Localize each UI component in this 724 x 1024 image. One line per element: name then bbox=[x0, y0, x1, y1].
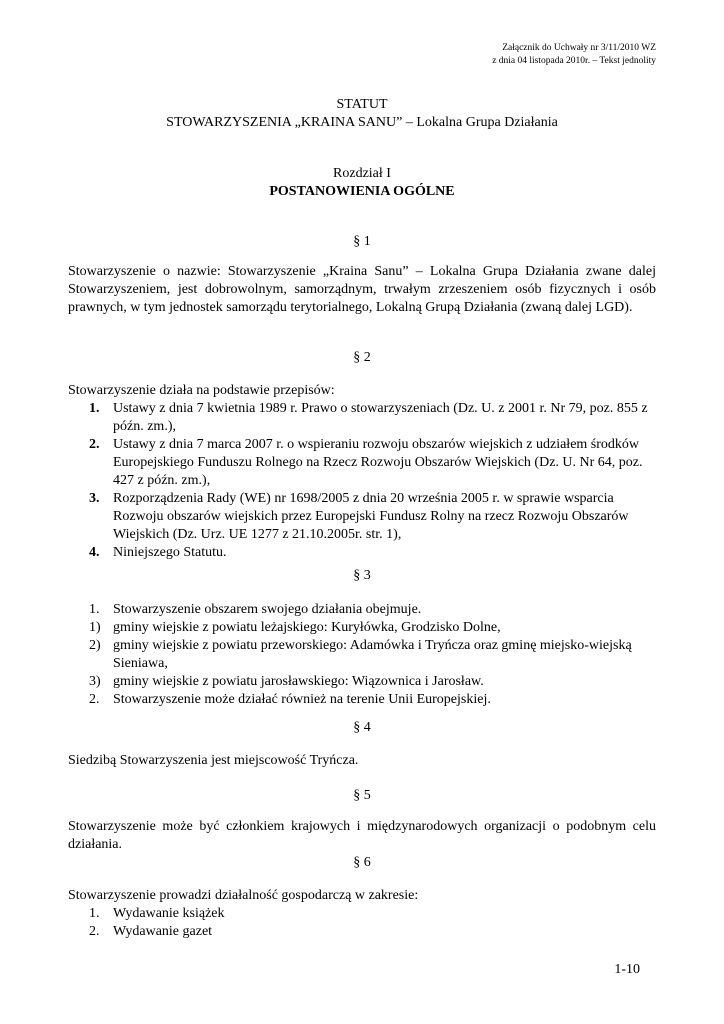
section-4-text: Siedzibą Stowarzyszenia jest miejscowość Tryńcza. bbox=[68, 753, 359, 768]
list-item-number: 4. bbox=[89, 545, 100, 560]
list-item-text: gminy wiejskie z powiatu przeworskiego: Adamówka i Tryńcza oraz gminę miejsko-wiejską Sieniawa, bbox=[113, 638, 632, 671]
section-6-intro: Stowarzyszenie prowadzi działalność gospodarczą w zakresie: bbox=[68, 888, 419, 903]
list-item-number: 1. bbox=[89, 401, 100, 416]
section-1-text: Stowarzyszenie o nazwie: Stowarzyszenie „Kraina Sanu” – Lokalna Grupa Działania zwane dalej Stowarzyszeniem, jest dobrowolnym, samorządnym, trwałym zrzeszeniem osób fizycznych i osób prawnych, w tym jednostek samorządu terytorialnego, Lokalną Grupą Działania (zwaną dalej LGD). bbox=[68, 264, 656, 315]
section-6-mark: § 6 bbox=[353, 855, 371, 870]
header-line-2: z dnia 04 listopada 2010r. – Tekst jednolity bbox=[492, 56, 656, 66]
list-item-text: Stowarzyszenie może działać również na terenie Unii Europejskiej. bbox=[113, 692, 491, 707]
list-item-number: 3. bbox=[89, 491, 100, 506]
section-3-mark: § 3 bbox=[353, 568, 371, 583]
document-header bbox=[492, 42, 656, 68]
list-item-text: Wydawanie gazet bbox=[113, 924, 213, 939]
list-item-text: Wydawanie książek bbox=[113, 906, 225, 921]
list-item-number: 2. bbox=[89, 924, 100, 939]
section-4-mark: § 4 bbox=[353, 720, 371, 735]
list-item-number: 2. bbox=[89, 437, 100, 452]
list-item-text: Niniejszego Statutu. bbox=[113, 545, 227, 560]
list-item-text: gminy wiejskie z powiatu leżajskiego: Kuryłówka, Grodzisko Dolne, bbox=[113, 620, 501, 635]
chapter-name: POSTANOWIENIA OGÓLNE bbox=[269, 184, 455, 199]
section-2-intro: Stowarzyszenie działa na podstawie przepisów: bbox=[68, 383, 335, 398]
list-item-text: Ustawy z dnia 7 marca 2007 r. o wspieraniu rozwoju obszarów wiejskich z udziałem środków Europejskiego Funduszu Rolnego na Rzecz Rozwoju Obszarów Wiejskich (Dz. U. Nr 64, poz. 427 z późn. zm.), bbox=[113, 437, 643, 488]
list-item-number: 1) bbox=[89, 620, 101, 635]
list-item-number: 3) bbox=[89, 674, 101, 689]
title-line-1: STATUT bbox=[336, 97, 388, 112]
list-item-number: 1. bbox=[89, 602, 100, 617]
section-5-mark: § 5 bbox=[353, 788, 371, 803]
section-2-mark: § 2 bbox=[353, 350, 371, 365]
section-1-mark: § 1 bbox=[353, 234, 371, 249]
list-item-number: 2. bbox=[89, 692, 100, 707]
list-item-number: 1. bbox=[89, 906, 100, 921]
list-item-text: Ustawy z dnia 7 kwietnia 1989 r. Prawo o stowarzyszeniach (Dz. U. z 2001 r. Nr 79, poz. 855 z późn. zm.), bbox=[113, 401, 648, 434]
chapter-label: Rozdział I bbox=[333, 166, 391, 181]
list-item-text: gminy wiejskie z powiatu jarosławskiego: Wiązownica i Jarosław. bbox=[113, 674, 484, 689]
section-5-text: Stowarzyszenie może być członkiem krajowych i międzynarodowych organizacji o podobnym celu działania. bbox=[68, 819, 656, 852]
title-line-2: STOWARZYSZENIA „KRAINA SANU” – Lokalna Grupa Działania bbox=[166, 115, 558, 130]
list-item-text: Stowarzyszenie obszarem swojego działania obejmuje. bbox=[113, 602, 422, 617]
list-item-text: Rozporządzenia Rady (WE) nr 1698/2005 z dnia 20 września 2005 r. w sprawie wsparcia Rozwoju obszarów wiejskich przez Europejski Fundusz Rolny na rzecz Rozwoju Obszarów Wiejskich (Dz. Urz. UE 1277 z 21.10.2005r. str. 1), bbox=[113, 491, 629, 542]
header-line-1: Załącznik do Uchwały nr 3/11/2010 WZ bbox=[502, 43, 656, 53]
page-number: 1-10 bbox=[614, 962, 640, 977]
list-item-number: 2) bbox=[89, 638, 101, 653]
